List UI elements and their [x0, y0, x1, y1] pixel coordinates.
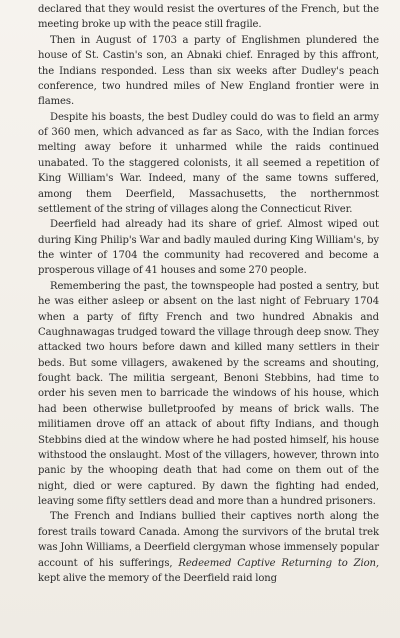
paragraph-1703-plunder: Then in August of 1703 a party of Englishmen plundered the house of St. Castin's son, an Abnaki chief. Enraged by this affront, the Indians responded. Less than six weeks after Dudley's peach conference, two hundred miles of New England frontier were in flames.	[38, 34, 379, 108]
paragraph-deerfield-grief: Deerfield had already had its share of grief. Almost wiped out during King Philip's War and badly mauled during King William's, by the winter of 1704 the community had recovered and become a prosperous village of 41 houses and some 270 people.	[38, 219, 379, 277]
captives-text-before: The French and Indians bullied their captives north along the forest trails toward Canada. Among the survivors of the brutal trek was John Williams, a Deerfield clergyman whose immensely popular account of his sufferings,	[38, 511, 379, 569]
paragraph-raid: Remembering the past, the townspeople had posted a sentry, but he was either asleep or absent on the last night of February 1704 when a party of fifty French and two hundred Abnakis and Caughnawagas trudged toward the village through deep snow. They attacked two hours before dawn and killed many settlers in their beds. But some villagers, awakened by the screams and shouting, fought back. The militia sergeant, Benoni Stebbins, had time to order his seven men to barricade the windows of his house, which had been otherwise bulletproofed by means of brick walls. The militiamen drove off an attack of about fifty Indians, and though Stebbins died at the window where he had posted himself, his house withstood the onslaught. Most of the villagers, however, thrown into panic by the whooping death that had come on them out of the night, died or were captured. By dawn the fighting had ended, leaving some fifty settlers dead and more than a hundred prisoners.	[38, 280, 379, 507]
book-title-italic: Redeemed Captive Returning to Zion,	[178, 557, 379, 569]
captives-text-after: kept alive the memory of the Deerfield raid long	[38, 572, 277, 584]
body-text	[38, 2, 379, 586]
paragraph-continuation: declared that they would resist the overtures of the French, but the meeting broke up with the peace still fragile.	[38, 4, 379, 31]
paragraph-dudley-army: Despite his boasts, the best Dudley could do was to field an army of 360 men, which advanced as far as Saco, with the Indian forces melting away before it unharmed while the raids continued unabated. To the staggered colonists, it all seemed a repetition of King William's War. Indeed, many of the same towns suffered, among them Deerfield, Massachusetts, the northernmost settlement of the string of villages along the Connecticut River.	[38, 111, 379, 215]
paragraph-captives	[38, 509, 379, 586]
